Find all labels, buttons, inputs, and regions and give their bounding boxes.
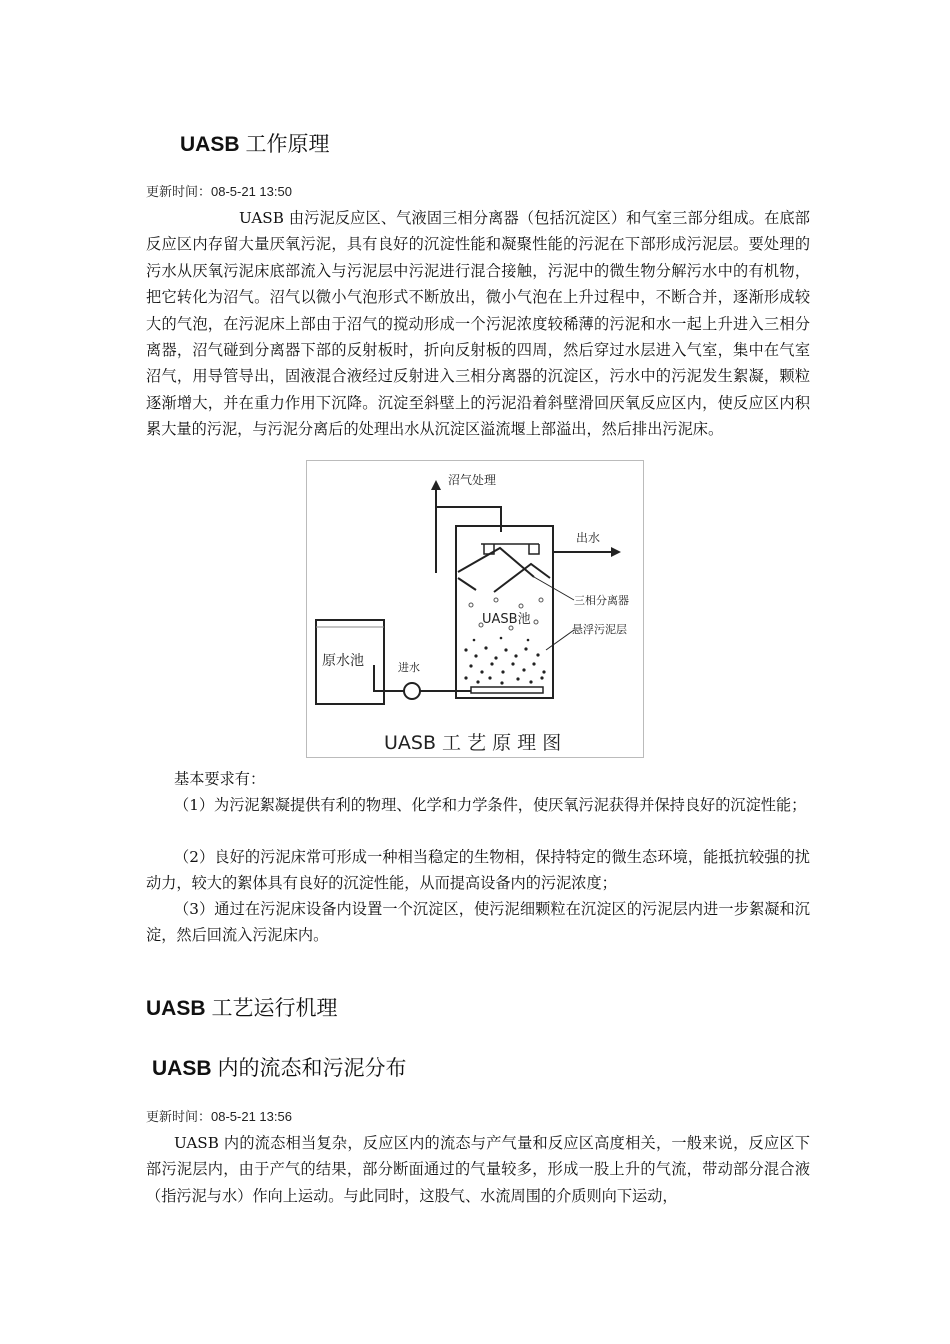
section-title-zh: 内的流态和污泥分布 <box>217 1057 407 1080</box>
section-title-flow-pattern <box>152 1052 407 1082</box>
paragraph-flow-pattern: UASB 内的流态相当复杂，反应区内的流态与产气量和反应区高度相关，一般来说，反应区下部污泥层内，由于产气的结果，部分断面通过的气量较多，形成一股上升的气流，带动部分混合液（指污泥与水）作向上运动。与此同时，这股气、水流周围的介质则向下运动， <box>146 1134 810 1205</box>
requirement-item: （1）为污泥絮凝提供有利的物理、化学和力学条件，使厌氧污泥获得并保持良好的沉淀性能； <box>174 796 807 814</box>
uasb-process-diagram <box>306 460 644 758</box>
paragraph-principle: UASB 由污泥反应区、气液固三相分离器（包括沉淀区）和气室三部分组成。在底部反应区内存留大量厌氧污泥，具有良好的沉淀性能和凝聚性能的污泥在下部形成污泥层。要处理的污水从厌氧污泥床底部流入与污泥层中污泥进行混合接触，污泥中的微生物分解污水中的有机物，把它转化为沼气。沼气以微小气泡形式不断放出，微小气泡在上升过程中，不断合并，逐渐形成较大的气泡，在污泥床上部由于沼气的搅动形成一个污泥浓度较稀薄的污泥和水一起上升进入三相分离器，沼气碰到分离器下部的反射板时，折向反射板的四周，然后穿过水层进入气室，集中在气室沼气，用导管导出，固液混合液经过反射进入三相分离器的沉淀区，污水中的污泥发生絮凝，颗粒逐渐增大，并在重力作用下沉降。沉淀至斜壁上的污泥沿着斜壁滑回厌氧反应区内，使反应区内积累大量的污泥，与污泥分离后的处理出水从沉淀区溢流堰上部溢出，然后排出污泥床。 <box>146 209 810 439</box>
section-title-zh: 工作原理 <box>245 133 330 156</box>
requirement-item: （3）通过在污泥床设备内设置一个沉淀区，使污泥细颗粒在沉淀区的污泥层内进一步絮凝和沉淀，然后回流入污泥床内。 <box>146 900 810 945</box>
label-raw-water-tank: 原水池 <box>322 653 364 669</box>
label-outlet: 出水 <box>576 531 601 545</box>
section-title-en: UASB <box>180 133 240 156</box>
section-title-working-principle <box>180 128 330 158</box>
section-title-en: UASB <box>146 997 206 1020</box>
label-suspended-sludge: 悬浮污泥层 <box>572 623 627 636</box>
diagram-caption: UASB 工 艺 原 理 图 <box>384 732 562 754</box>
update-time: 更新时间：08-5-21 13:50 <box>146 184 292 199</box>
section-title-en: UASB <box>152 1057 212 1080</box>
label-inlet: 进水 <box>398 661 420 674</box>
section-title-operation-mechanism <box>146 992 338 1022</box>
section-title-zh: 工艺运行机理 <box>211 997 338 1020</box>
requirements-intro: 基本要求有： <box>174 770 266 788</box>
label-gas-treatment: 沼气处理 <box>448 473 497 487</box>
label-uasb-tank: UASB池 <box>482 612 531 627</box>
label-three-phase-separator: 三相分离器 <box>574 594 629 607</box>
update-time: 更新时间：08-5-21 13:56 <box>146 1109 292 1124</box>
diagram-svg <box>306 460 644 758</box>
requirement-item: （2）良好的污泥床常可形成一种相当稳定的生物相，保持特定的微生态环境，能抵抗较强的扰动力，较大的絮体具有良好的沉淀性能，从而提高设备内的污泥浓度； <box>146 848 810 893</box>
